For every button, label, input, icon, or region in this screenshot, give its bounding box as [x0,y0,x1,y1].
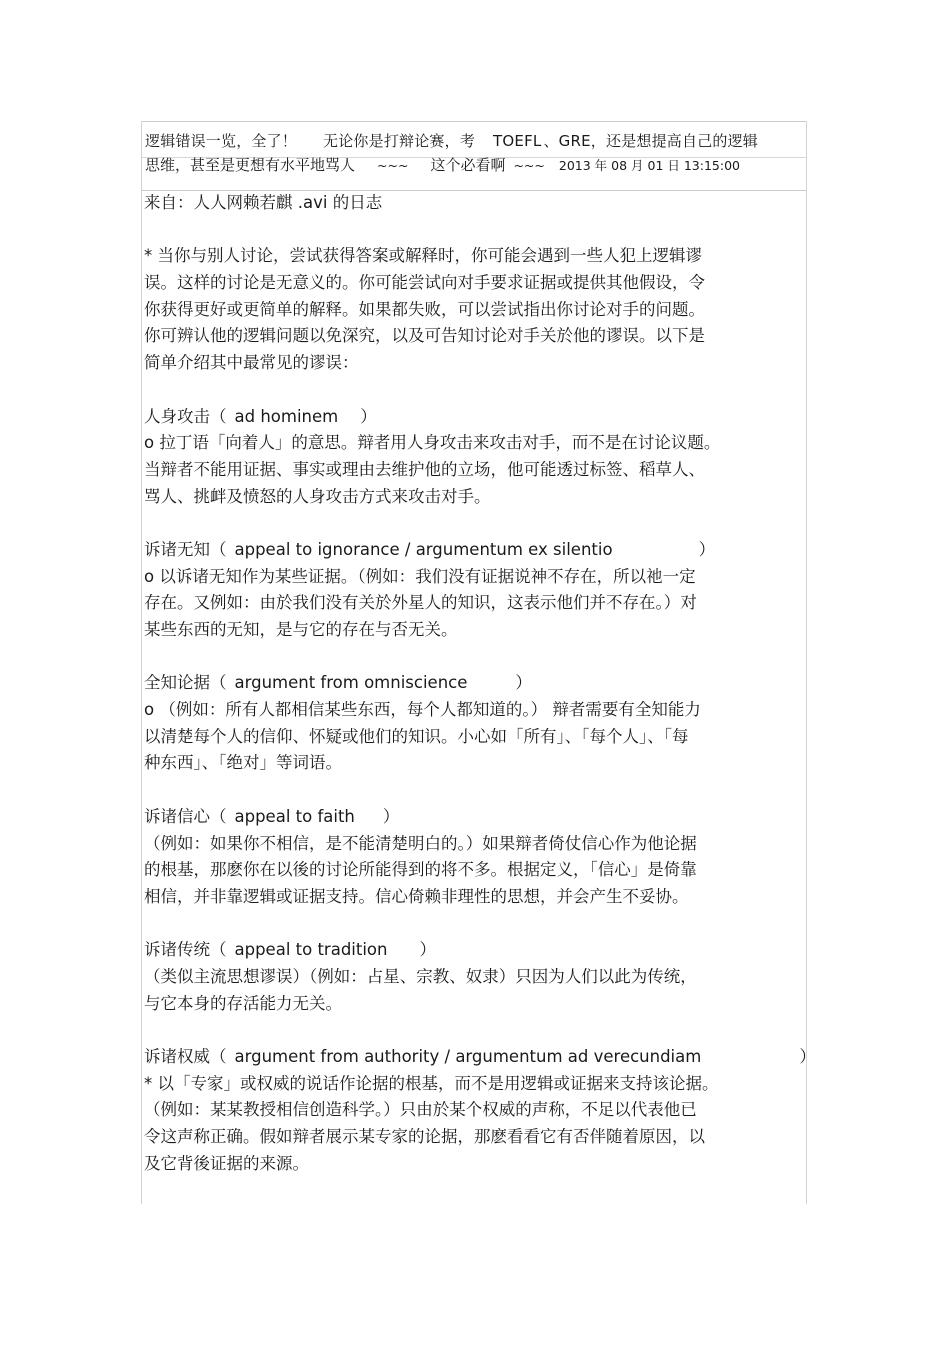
fallacy-section-appeal-to-tradition [144,937,796,1017]
fallacy-section-argument-from-omniscience [144,670,796,777]
section-heading-en: argument from omniscience [234,673,468,693]
post-subtitle [145,152,805,179]
post-date: 2013 年 08 月 01 日 13:15:00 [558,158,740,173]
section-heading-close: ） [515,673,532,693]
spacer [144,217,796,244]
section-heading [144,670,796,697]
post-subtitle-tilde-1: ~~~ [377,158,409,173]
section-heading-close: ） [382,806,400,826]
section-line: （例如：某某教授相信创造科学。）只由於某个权威的声称，不足以代表他已 [144,1100,697,1120]
intro-line: 你获得更好或更简单的解释。如果都失败，可以尝试指出你讨论对手的问题。 [144,299,705,319]
section-heading [144,1044,816,1071]
section-line: （例如：如果你不相信，是不能清楚明白的。）如果辩者倚仗信心作为他论据 [144,833,697,853]
section-line: o 拉丁语「向着人」的意思。辩者用人身攻击来攻击对手，而不是在讨论议题。 [144,433,721,453]
fallacy-section-ad-hominem [144,404,796,511]
section-line: 当辩者不能用证据、事实或理由去维护他的立场，他可能透过标签、稻草人、 [144,459,705,479]
section-line: * 以「专家」或权威的说话作论据的根基，而不是用逻辑或证据来支持该论据。 [144,1073,719,1093]
spacer [144,644,796,671]
section-heading-zh: 诉诸信心（ [144,806,227,826]
intro-paragraph [144,243,796,376]
post-title-part-4: 、GRE，还是想提高自己的逻辑 [543,132,758,150]
section-line: 存在。又例如：由於我们没有关於外星人的知识，这表示他们并不存在。）对 [144,593,697,613]
intro-line: 你可辨认他的逻辑问题以免深究，以及可告知讨论对手关於他的谬误。以下是 [144,326,705,346]
section-line: 某些东西的无知，是与它的存在与否无关。 [144,620,458,639]
frame-right-border [806,121,807,1204]
section-line: 的根基，那麽你在以後的讨论所能得到的将不多。根据定义，「信心」是倚靠 [144,860,697,880]
section-line: 与它本身的存活能力无关。 [144,993,342,1013]
spacer [144,777,796,804]
post-title [145,128,805,154]
intro-line: * 当你与别人讨论，尝试获得答案或解释时，你可能会遇到一些人犯上逻辑谬 [144,246,702,266]
section-heading [144,937,796,964]
section-heading-en: appeal to ignorance / argumentum ex silentio [234,539,613,559]
section-heading [144,404,796,431]
section-line: 种东西」、「绝对」等词语。 [144,753,342,773]
intro-line: 误。这样的讨论是无意义的。你可能尝试向对手要求证据或提供其他假设，令 [144,273,705,293]
section-heading-zh: 诉诸无知（ [144,539,227,559]
section-heading-zh: 人身攻击（ [144,406,227,426]
section-heading-zh: 诉诸权威（ [144,1047,227,1066]
section-heading-en: argument from authority / argumentum ad verecundiam [234,1047,702,1066]
section-heading-close: ） [698,539,716,559]
section-heading [144,804,796,831]
post-subtitle-tilde-2: ~~~ [513,158,545,173]
intro-line: 简单介绍其中最常见的谬误： [144,353,359,373]
section-heading-en: ad hominem [234,406,339,426]
post-title-part-3: TOEFL [493,132,542,150]
spacer [144,510,796,537]
spacer [144,911,796,938]
spacer [144,377,796,404]
section-line: 骂人、挑衅及愤怒的人身攻击方式来攻击对手。 [144,486,491,506]
section-heading-en: appeal to faith [234,806,355,826]
section-heading-en: appeal to tradition [234,940,388,960]
spacer [144,1017,796,1044]
frame-left-border [141,121,142,1204]
section-heading-close: ） [360,406,377,426]
header-frame-top-line [141,121,807,122]
section-line: 以清楚每个人的信仰、怀疑或他们的知识。小心如「所有」、「每个人」、「每 [144,726,689,746]
source-line: 来自：人人网赖若麒 .avi 的日志 [144,193,383,212]
fallacy-section-argument-from-authority [144,1044,816,1177]
fallacy-section-appeal-to-ignorance [144,537,796,644]
section-heading [144,537,796,564]
post-title-part-1: 逻辑错误一览，全了！ [145,132,298,150]
section-heading-close: ） [799,1047,816,1066]
section-heading-zh: 诉诸传统（ [144,940,227,960]
section-line: o （例如：所有人都相信某些东西，每个人都知道的。） 辩者需要有全知能力 [144,700,701,720]
post-subtitle-part-2: 这个必看啊 [430,156,506,174]
section-line: 令这声称正确。假如辩者展示某专家的论据，那麽看看它有否伴随着原因，以 [144,1127,705,1147]
post-body [144,190,816,1177]
section-line: （类似主流思想谬误）（例如：占星、宗教、奴隶）只因为人们以此为传统， [144,966,697,986]
section-line: 及它背後证据的来源。 [144,1153,309,1173]
fallacy-section-appeal-to-faith [144,804,796,911]
post-subtitle-part-1: 思维，甚至是更想有水平地骂人 [145,156,356,174]
section-heading-zh: 全知论据（ [144,673,227,693]
section-line: 相信，并非靠逻辑或证据支持。信心倚赖非理性的思想，并会产生不妥协。 [144,886,689,906]
section-line: o 以诉诸无知作为某些证据。（例如：我们没有证据说神不存在，所以祂一定 [144,566,696,586]
post-title-part-2: 无论你是打辩论赛，考 [323,132,476,150]
section-heading-close: ） [419,940,436,960]
